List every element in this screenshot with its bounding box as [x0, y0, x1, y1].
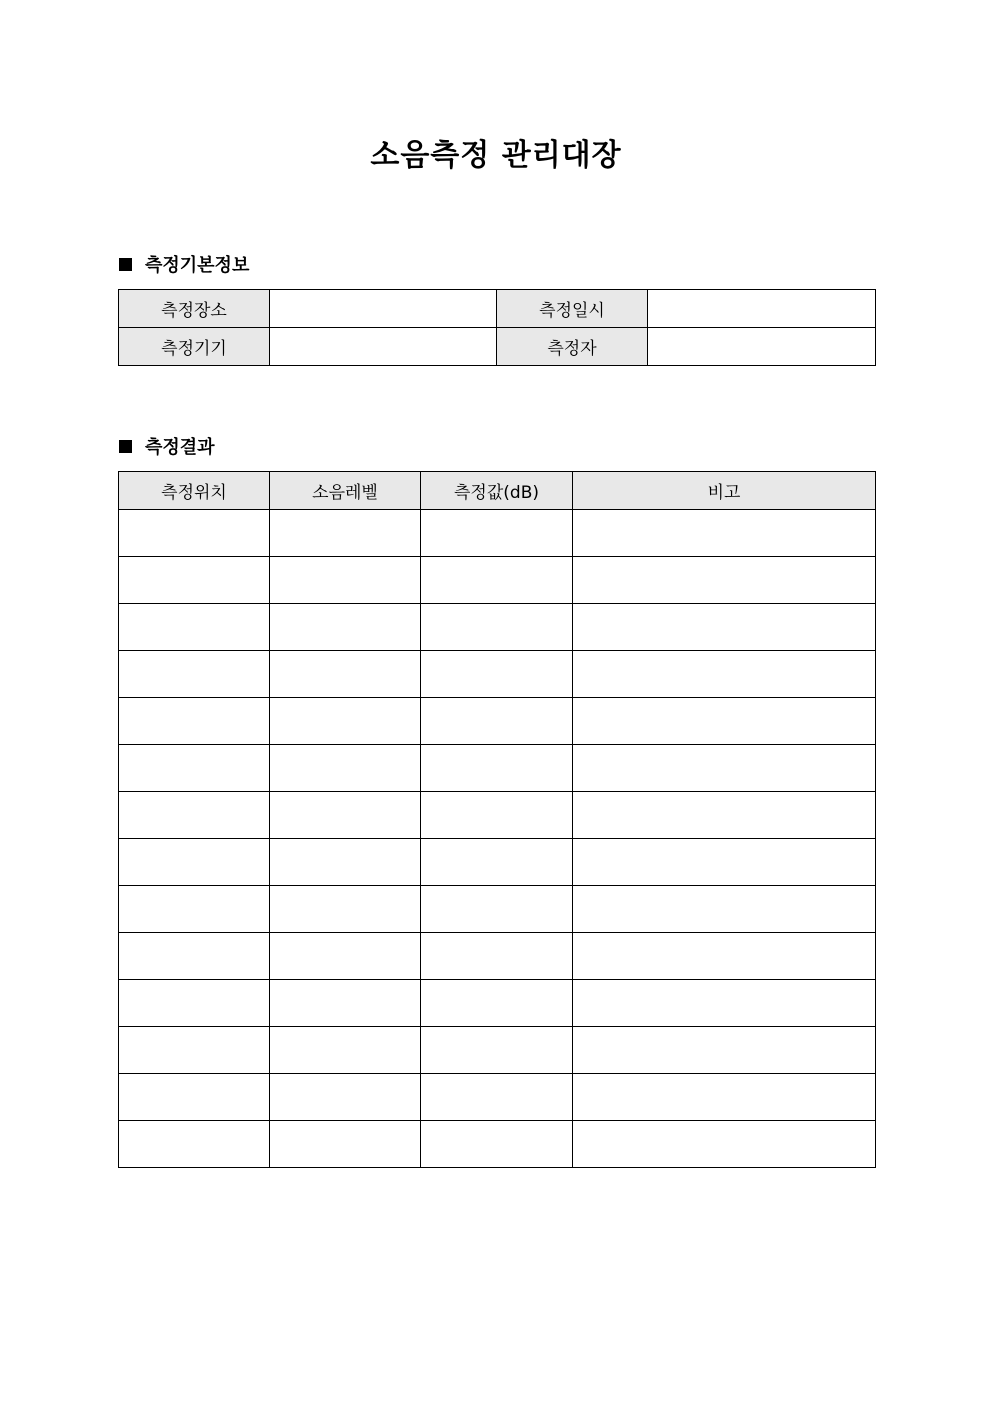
- noise-level-cell[interactable]: [270, 933, 421, 980]
- square-bullet-icon: [119, 440, 132, 453]
- remarks-cell[interactable]: [573, 792, 876, 839]
- position-cell[interactable]: [119, 698, 270, 745]
- position-cell[interactable]: [119, 1027, 270, 1074]
- noise-level-cell[interactable]: [270, 1027, 421, 1074]
- remarks-cell[interactable]: [573, 1121, 876, 1168]
- noise-level-cell[interactable]: [270, 980, 421, 1027]
- position-cell[interactable]: [119, 557, 270, 604]
- measured-value-cell[interactable]: [421, 839, 573, 886]
- noise-level-cell[interactable]: [270, 698, 421, 745]
- measured-value-cell[interactable]: [421, 1027, 573, 1074]
- noise-level-cell[interactable]: [270, 792, 421, 839]
- table-row: [119, 1027, 876, 1074]
- measurer-value[interactable]: [648, 328, 876, 366]
- basic-info-row: [119, 328, 876, 366]
- location-value[interactable]: [270, 290, 497, 328]
- remarks-cell[interactable]: [573, 604, 876, 651]
- position-cell[interactable]: [119, 980, 270, 1027]
- position-cell[interactable]: [119, 792, 270, 839]
- remarks-cell[interactable]: [573, 510, 876, 557]
- table-row: [119, 510, 876, 557]
- remarks-cell[interactable]: [573, 1074, 876, 1121]
- basic-info-row: [119, 290, 876, 328]
- measured-value-cell[interactable]: [421, 792, 573, 839]
- noise-level-cell[interactable]: [270, 604, 421, 651]
- position-cell[interactable]: [119, 604, 270, 651]
- table-row: [119, 792, 876, 839]
- measured-value-cell[interactable]: [421, 698, 573, 745]
- column-header-remarks: 비고: [573, 472, 876, 510]
- section-heading-basic-info-label: 측정기본정보: [145, 255, 250, 276]
- position-cell[interactable]: [119, 510, 270, 557]
- datetime-label: 측정일시: [497, 290, 648, 328]
- remarks-cell[interactable]: [573, 980, 876, 1027]
- table-row: [119, 980, 876, 1027]
- position-cell[interactable]: [119, 745, 270, 792]
- remarks-cell[interactable]: [573, 839, 876, 886]
- table-row: [119, 1074, 876, 1121]
- table-row: [119, 745, 876, 792]
- square-bullet-icon: [119, 258, 132, 271]
- remarks-cell[interactable]: [573, 745, 876, 792]
- datetime-value[interactable]: [648, 290, 876, 328]
- noise-level-cell[interactable]: [270, 886, 421, 933]
- table-row: [119, 839, 876, 886]
- table-row: [119, 1121, 876, 1168]
- basic-info-table: [118, 289, 876, 366]
- measured-value-cell[interactable]: [421, 557, 573, 604]
- remarks-cell[interactable]: [573, 886, 876, 933]
- remarks-cell[interactable]: [573, 933, 876, 980]
- position-cell[interactable]: [119, 651, 270, 698]
- column-header-position: 측정위치: [119, 472, 270, 510]
- table-row: [119, 651, 876, 698]
- position-cell[interactable]: [119, 1074, 270, 1121]
- measured-value-cell[interactable]: [421, 933, 573, 980]
- remarks-cell[interactable]: [573, 651, 876, 698]
- measured-value-cell[interactable]: [421, 980, 573, 1027]
- device-value[interactable]: [270, 328, 497, 366]
- results-body: [119, 510, 876, 1168]
- measured-value-cell[interactable]: [421, 510, 573, 557]
- results-table: [118, 471, 876, 1168]
- table-row: [119, 698, 876, 745]
- measured-value-cell[interactable]: [421, 1074, 573, 1121]
- measurer-label: 측정자: [497, 328, 648, 366]
- position-cell[interactable]: [119, 933, 270, 980]
- position-cell[interactable]: [119, 1121, 270, 1168]
- table-row: [119, 933, 876, 980]
- table-row: [119, 557, 876, 604]
- position-cell[interactable]: [119, 839, 270, 886]
- results-header-row: [119, 472, 876, 510]
- measured-value-cell[interactable]: [421, 745, 573, 792]
- measured-value-cell[interactable]: [421, 886, 573, 933]
- remarks-cell[interactable]: [573, 1027, 876, 1074]
- document-title: 소음측정 관리대장: [370, 138, 622, 173]
- remarks-cell[interactable]: [573, 557, 876, 604]
- table-row: [119, 604, 876, 651]
- noise-level-cell[interactable]: [270, 745, 421, 792]
- measured-value-cell[interactable]: [421, 604, 573, 651]
- location-label: 측정장소: [119, 290, 270, 328]
- noise-level-cell[interactable]: [270, 557, 421, 604]
- remarks-cell[interactable]: [573, 698, 876, 745]
- noise-level-cell[interactable]: [270, 839, 421, 886]
- position-cell[interactable]: [119, 886, 270, 933]
- noise-level-cell[interactable]: [270, 1121, 421, 1168]
- section-heading-basic-info: [119, 252, 249, 276]
- column-header-measured-value: 측정값(dB): [421, 472, 573, 510]
- section-heading-results: [119, 434, 215, 458]
- noise-level-cell[interactable]: [270, 651, 421, 698]
- device-label: 측정기기: [119, 328, 270, 366]
- noise-level-cell[interactable]: [270, 510, 421, 557]
- table-row: [119, 886, 876, 933]
- noise-level-cell[interactable]: [270, 1074, 421, 1121]
- measured-value-cell[interactable]: [421, 1121, 573, 1168]
- column-header-noise-level: 소음레벨: [270, 472, 421, 510]
- section-heading-results-label: 측정결과: [145, 437, 215, 458]
- measured-value-cell[interactable]: [421, 651, 573, 698]
